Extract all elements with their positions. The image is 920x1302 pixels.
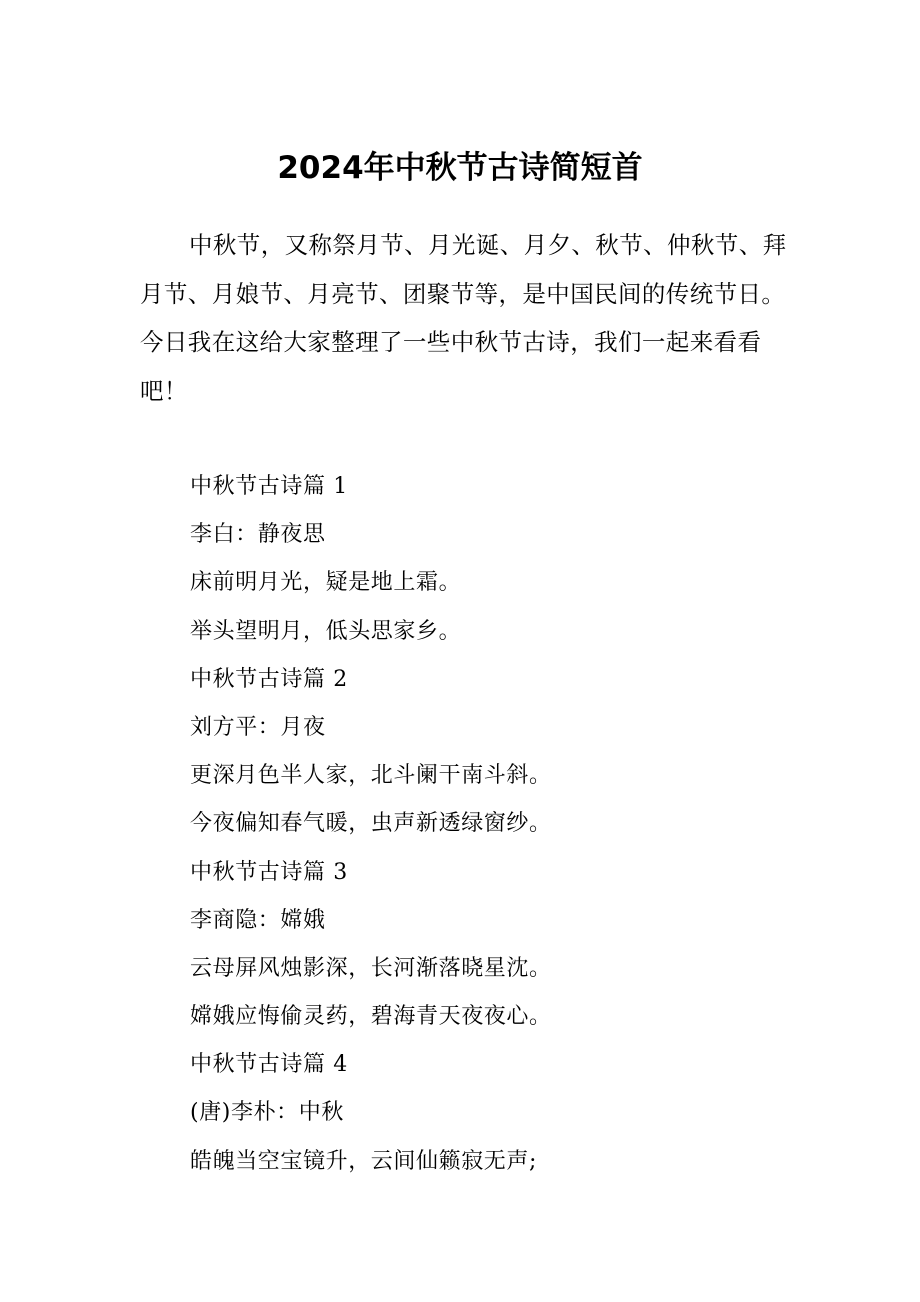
poem-author-title: 李白：静夜思 xyxy=(190,522,326,548)
poem-line: 床前明月光，疑是地上霜。 xyxy=(190,570,462,596)
poem-heading: 中秋节古诗篇 2 xyxy=(190,666,348,692)
poem-author-title: 李商隐：嫦娥 xyxy=(190,907,326,933)
poem-line: 举头望明月，低头思家乡。 xyxy=(190,618,462,644)
poem-line: 今夜偏知春气暖，虫声新透绿窗纱。 xyxy=(190,811,552,837)
poem-heading: 中秋节古诗篇 1 xyxy=(190,474,348,499)
poem-heading: 中秋节古诗篇 3 xyxy=(190,859,348,885)
poem-author-title: (唐)李朴：中秋 xyxy=(190,1100,344,1126)
poem-list xyxy=(190,463,830,1186)
intro-paragraph: 中秋节，又称祭月节、月光诞、月夕、秋节、仲秋节、拜月节、月娘节、月亮节、团聚节等，是中国民间的传统节日。今日我在这给大家整理了一些中秋节古诗，我们一起来看看吧！ xyxy=(140,231,787,405)
poem-heading: 中秋节古诗篇 4 xyxy=(190,1052,348,1078)
poem-line: 云母屏风烛影深，长河渐落晓星沈。 xyxy=(190,955,552,981)
poem-line: 嫦娥应悔偷灵药，碧海青天夜夜心。 xyxy=(190,1004,552,1030)
poem-line: 更深月色半人家，北斗阑干南斗斜。 xyxy=(190,763,552,789)
poem-author-title: 刘方平：月夜 xyxy=(190,714,326,740)
document-title: 2024年中秋节古诗简短首 xyxy=(277,150,643,186)
poem-line: 皓魄当空宝镜升，云间仙籁寂无声; xyxy=(190,1148,538,1174)
